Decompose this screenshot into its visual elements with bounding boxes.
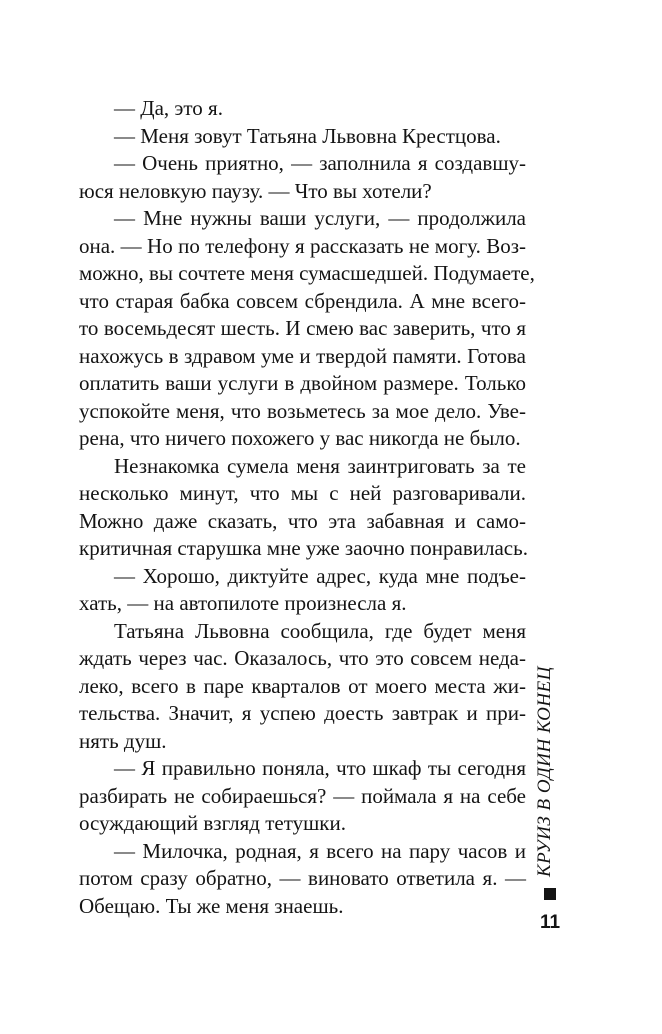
paragraph-line: можно, вы сочтете меня сумасшедшей. Подумаете,: [79, 261, 535, 285]
paragraph-line: нять душ.: [79, 728, 167, 753]
paragraph-line: успокойте меня, что возьметесь за мое дело. Уве-: [79, 398, 526, 423]
paragraph-first-line: — Очень приятно, — заполнила я создавшу-: [114, 151, 526, 175]
paragraph-first-line: Незнакомка сумела меня заинтриговать за те: [114, 453, 526, 478]
paragraph-line: разбирать не собираешься? — поймала я на себе: [79, 783, 526, 808]
paragraph-line: несколько минут, что мы с ней разговаривали.: [79, 481, 526, 505]
paragraph-first-line: Татьяна Львовна сообщила, где будет меня: [114, 618, 526, 643]
paragraph-first-line: — Я правильно поняла, что шкаф ты сегодня: [114, 756, 526, 780]
paragraph-line: нахожусь в здравом уме и твердой памяти. Готова: [79, 343, 526, 368]
paragraph-first-line: — Хорошо, диктуйте адрес, куда мне подъе-: [114, 563, 526, 588]
paragraph-line: хать, — на автопилоте произнесла я.: [79, 591, 407, 615]
paragraph-line: критичная старушка мне уже заочно понравилась.: [79, 536, 528, 560]
paragraph-line: оплатить ваши услуги в двойном размере. Только: [79, 371, 526, 395]
running-head: КРУИЗ В ОДИН КОНЕЦ: [534, 666, 555, 877]
paragraph-line: ждать через час. Оказалось, что это совсем неда-: [79, 646, 526, 670]
paragraph-line: тельства. Значит, я успею доесть завтрак и при-: [79, 701, 526, 725]
page-number: 11: [539, 912, 561, 933]
paragraph-line: то восемьдесят шесть. И смею вас заверить, что я: [79, 316, 526, 340]
paragraph-line: леко, всего в паре кварталов от моего места жи-: [79, 673, 526, 698]
paragraph-line: юся неловкую паузу. — Что вы хотели?: [79, 178, 432, 203]
paragraph-line: что старая бабка совсем сбрендила. А мне всего-: [79, 288, 526, 313]
paragraph-first-line: — Да, это я.: [114, 96, 223, 120]
paragraph-line: потом сразу обратно, — виновато ответила я. —: [79, 866, 526, 890]
square-marker-icon: [544, 888, 556, 900]
paragraph-line: Можно даже сказать, что эта забавная и само-: [79, 508, 526, 533]
paragraph-line: Обещаю. Ты же меня знаешь.: [79, 893, 344, 918]
paragraph-first-line: — Меня зовут Татьяна Львовна Крестцова.: [114, 123, 501, 148]
paragraph-line: осуждающий взгляд тетушки.: [79, 811, 346, 835]
paragraph-first-line: — Мне нужны ваши услуги, — продолжила: [114, 206, 526, 230]
body-text: [79, 95, 535, 920]
paragraph-first-line: — Милочка, родная, я всего на пару часов и: [114, 838, 526, 863]
paragraph-line: она. — Но по телефону я рассказать не могу. Воз-: [79, 233, 526, 258]
paragraph-line: рена, что ничего похожего у вас никогда не было.: [79, 426, 521, 450]
